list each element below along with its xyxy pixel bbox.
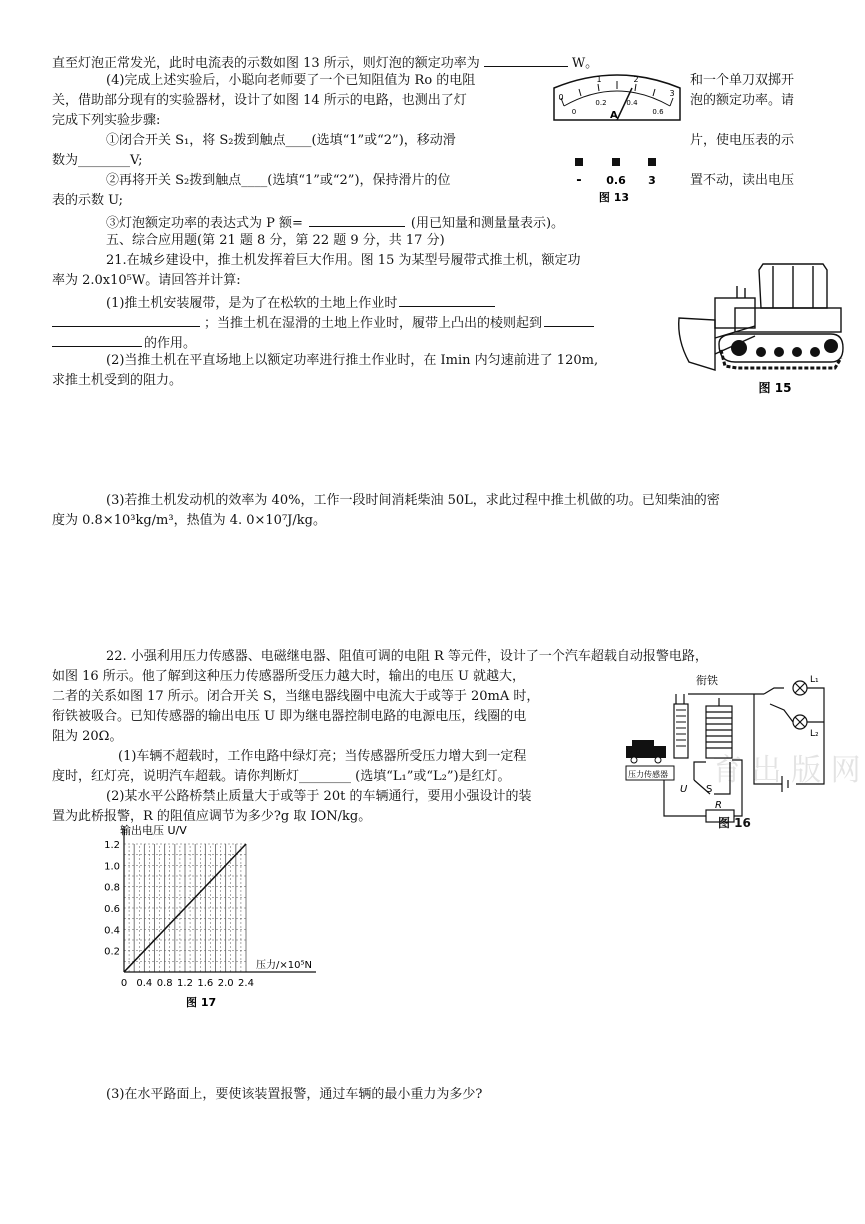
text-l15: 的作用。 (144, 336, 197, 351)
scale-top-1: 1 (596, 75, 602, 84)
y-tick-label: 0.4 (104, 925, 120, 937)
text-l6: 数为________V; (52, 153, 143, 168)
bulldozer-figure (675, 258, 845, 400)
chart-axes (124, 826, 316, 972)
section-heading: 五、综合应用题(第 21 题 8 分，第 22 题 9 分，共 17 分) (106, 233, 445, 248)
figure-13-caption: 图 13 (598, 191, 630, 204)
text-l5b: 片，使电压表的示 (690, 133, 795, 148)
chart-y-axis-label: 输出电压 U/V (120, 824, 187, 837)
answer-blank (484, 52, 568, 67)
line-15 (52, 332, 196, 353)
ammeter-figure (548, 68, 686, 204)
line-13 (106, 292, 495, 313)
chart-x-axis-label: 压力/×10⁵N (256, 960, 312, 971)
text-l21: 如图 16 所示。他了解到这种压力传感器所受压力越大时，输出的电压 U 就越大， (52, 669, 526, 684)
sensor-label: 压力传感器 (628, 770, 668, 779)
scale-bottom-1: 0.2 (595, 99, 607, 107)
y-tick-label: 1.0 (104, 861, 120, 873)
text-l16: (2)当推土机在平直场地上以额定功率进行推土作业时，在 Imin 内匀速前进了 120m, (106, 353, 599, 368)
scale-bottom-2: 0.4 (626, 99, 638, 107)
y-tick-label: 0.8 (104, 882, 120, 894)
y-tick-label: 0.2 (104, 946, 120, 958)
line-14 (52, 312, 594, 333)
line-1 (52, 52, 598, 73)
text-l24: 阻为 20Ω。 (52, 729, 123, 744)
lamp-1-label: L₁ (810, 675, 819, 685)
x-tick-label: 0.4 (136, 978, 153, 989)
text-l9b: (用已知量和测量量表示)。 (410, 216, 565, 231)
ammeter-unit: A (610, 110, 618, 121)
voltage-label: U (680, 784, 688, 795)
text-l1a: 直至灯泡正常发光，此时电流表的示数如图 13 所示，则灯泡的额定功率为 (52, 56, 480, 71)
text-l22: 二者的关系如图 17 所示。闭合开关 S，当继电器线圈中电流大于或等于 20mA 时， (52, 689, 540, 704)
text-l8: 表的示数 U; (52, 193, 124, 208)
voltage-pressure-chart (96, 822, 334, 1010)
text-l25: (1)车辆不超载时，工作电路中绿灯亮；当传感器所受压力增大到一定程 (118, 749, 527, 764)
text-l18: (3)若推土机发动机的效率为 40%，工作一段时间消耗柴油 50L，求此过程中推土机做的功。已知柴油的密 (106, 493, 720, 508)
x-tick-label: 1.2 (177, 978, 193, 989)
figure-17-caption: 图 17 (186, 996, 217, 1009)
switch-label: S (706, 784, 713, 795)
scale-top-3: 3 (669, 89, 675, 98)
y-tick-label: 0.6 (104, 904, 120, 915)
text-l7a: ②再将开关 S₂拨到触点____(选填“1”或“2”)，保持滑片的位 (106, 173, 451, 188)
text-l27: (2)某水平公路桥禁止质量大于或等于 20t 的车辆通行，要用小强设计的装 (106, 789, 532, 804)
text-l23: 衔铁被吸合。已知传感器的输出电压 U 即为继电器控制电路的电源电压，线圈的电 (52, 709, 527, 724)
figure-15-caption: 图 15 (758, 381, 792, 395)
x-tick-label: 0.8 (156, 978, 173, 989)
relay-circuit-figure (614, 670, 861, 830)
text-l28: 置为此桥报警，R 的阻值应调节为多少?g 取 ION/kg。 (52, 809, 372, 824)
figure-16-caption: 图 16 (718, 816, 751, 830)
answer-blank (544, 312, 594, 327)
answer-blank (399, 292, 495, 307)
scale-bottom-3: 0.6 (652, 108, 664, 116)
text-l19: 度为 0.8×10³kg/m³，热值为 4. 0×10⁷J/kg。 (52, 513, 326, 528)
terminal-minus: - (576, 173, 582, 188)
text-l2b: 和一个单刀双掷开 (690, 73, 795, 88)
text-l26: 度时，红灯亮，说明汽车超载。请你判断灯________ (选填“L₁”或“L₂”)是红灯。 (52, 769, 511, 784)
text-l3b: 泡的额定功率。请 (690, 93, 795, 108)
text-l7b: 置不动，读出电压 (690, 173, 795, 188)
scale-top-2: 2 (633, 75, 639, 84)
text-l5a: ①闭合开关 S₁，将 S₂拨到触点____(选填“1”或“2”)，移动滑 (106, 133, 456, 148)
watermark: 育 出 版 网 (712, 753, 861, 788)
text-l9a: ③灯泡额定功率的表达式为 P 额= (106, 216, 303, 231)
answer-blank (52, 332, 142, 347)
terminal-3: 3 (648, 174, 656, 187)
text-l4: 完成下列实验步骤: (52, 113, 161, 128)
x-tick-label: 2.4 (238, 978, 254, 989)
text-l13: (1)推土机安装履带，是为了在松软的土地上作业时 (106, 296, 398, 311)
answer-blank (309, 212, 405, 227)
text-l29: (3)在水平路面上，要使该装置报警，通过车辆的最小重力为多少? (106, 1087, 483, 1102)
armature-label: 衔铁 (696, 674, 718, 687)
x-tick-label: 2.0 (217, 978, 234, 989)
scale-bottom-0: 0 (571, 108, 577, 116)
text-l14: ；当推土机在湿滑的土地上作业时，履带上凸出的棱则起到 (204, 316, 543, 331)
text-l20: 22. 小强利用压力传感器、电磁继电器、阻值可调的电阻 R 等元件，设计了一个汽车超载自动报警电路， (106, 649, 708, 664)
x-tick-label: 0 (120, 978, 128, 989)
resistor-label: R (715, 800, 722, 811)
lamp-2-label: L₂ (810, 729, 819, 739)
terminal-0-6: 0.6 (606, 174, 626, 187)
line-9 (106, 212, 564, 233)
text-l12: 率为 2.0x10⁵W。请回答并计算: (52, 273, 241, 288)
scale-top-0: 0 (558, 93, 564, 102)
text-l17: 求推土机受到的阻力。 (52, 373, 183, 388)
text-l11: 21.在城乡建设中，推土机发挥着巨大作用。图 15 为某型号履带式推土机，额定功 (106, 253, 581, 268)
y-tick-label: 1.2 (104, 840, 120, 851)
answer-blank (52, 312, 200, 327)
text-l3a: 关，借助部分现有的实验器材，设计了如图 14 所示的电路，也测出了灯 (52, 93, 467, 108)
text-l1b: W。 (571, 56, 599, 71)
text-l2a: (4)完成上述实验后，小聪向老师要了一个已知阻值为 Ro 的电阻 (106, 73, 476, 88)
x-tick-label: 1.6 (197, 978, 214, 989)
